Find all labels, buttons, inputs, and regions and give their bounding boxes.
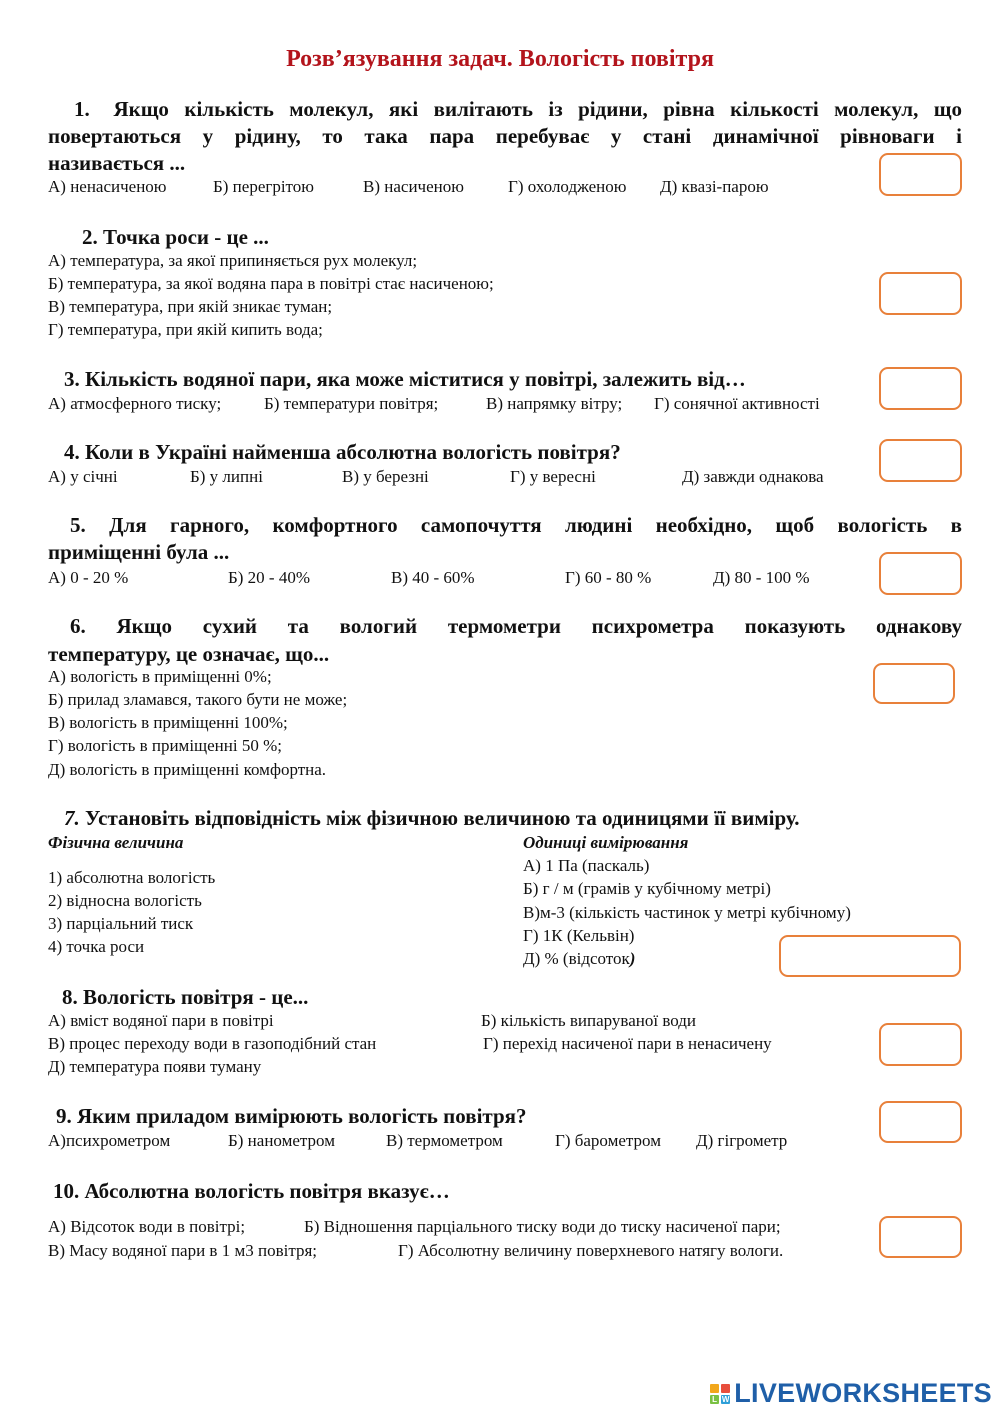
question-1-line-2-block [48, 124, 962, 149]
q7-right-item-e-tail: ) [629, 949, 636, 968]
logo-square-1 [710, 1384, 719, 1393]
q1-option-d: Г) охолодженою [508, 177, 627, 196]
answer-box-5[interactable] [879, 552, 962, 595]
q8-option-a: А) вміст водяної пари в повітрі [48, 1011, 274, 1030]
question-6-line-2: температуру, це означає, що... [48, 642, 330, 666]
answer-box-3[interactable] [879, 367, 962, 410]
question-10: 10. Абсолютна вологість повітря вказує… [53, 1179, 450, 1203]
q9-option-c: В) термометром [386, 1131, 503, 1150]
q8-option-e: Д) температура появи туману [48, 1057, 262, 1076]
q2-option-d: Г) температура, при якій кипить вода; [48, 320, 323, 339]
q5-option-b: Б) 20 - 40% [228, 568, 310, 587]
question-1-number: 1. [74, 97, 90, 121]
q3-option-b: Б) температури повітря; [264, 394, 439, 413]
question-9: 9. Яким приладом вимірюють вологість повітря? [56, 1104, 527, 1128]
question-6-number: 6. [70, 614, 86, 638]
question-5 [48, 513, 962, 538]
question-6-line-1: Якщо сухий та вологий термометри психрометра показують однакову [116, 614, 962, 638]
q8-option-b: Б) кількість випаруваної води [481, 1011, 696, 1030]
q8-option-c: В) процес переходу води в газоподібний стан [48, 1034, 377, 1053]
logo-icon [710, 1384, 730, 1404]
q4-option-a: А) у січні [48, 467, 118, 486]
q9-option-d: Г) барометром [555, 1131, 661, 1150]
q7-left-item-4: 4) точка роси [48, 937, 145, 956]
q7-right-item-a: А) 1 Па (паскаль) [523, 856, 650, 875]
q2-option-a: А) температура, за якої припиняється рух молекул; [48, 251, 418, 270]
q5-option-a: А) 0 - 20 % [48, 568, 129, 587]
q5-option-d: Г) 60 - 80 % [565, 568, 652, 587]
q6-option-b: Б) прилад зламався, такого бути не може; [48, 690, 348, 709]
q10-option-c: В) Масу водяної пари в 1 м3 повітря; [48, 1241, 317, 1260]
q9-option-e: Д) гігрометр [696, 1131, 788, 1150]
question-3: 3. Кількість водяної пари, яка може міститися у повітрі, залежить від… [64, 367, 746, 391]
question-2: 2. Точка роси - це ... [82, 225, 269, 249]
q10-option-d: Г) Абсолютну величину поверхневого натягу вологи. [398, 1241, 784, 1260]
q7-left-item-3: 3) парціальний тиск [48, 914, 194, 933]
question-1-line-3: називається ... [48, 151, 186, 175]
question-6 [48, 614, 962, 639]
question-7-text: Установіть відповідність між фізичною величиною та одиницями її виміру. [85, 806, 800, 830]
q2-option-b: Б) температура, за якої водяна пара в повітрі стає насиченою; [48, 274, 494, 293]
q3-option-d: Г) сонячної активності [654, 394, 820, 413]
q2-option-c: В) температура, при якій зникає туман; [48, 297, 333, 316]
question-7-number: 7. [64, 806, 80, 830]
q4-option-c: В) у березні [342, 467, 429, 486]
q4-option-e: Д) завжди однакова [682, 467, 824, 486]
question-5-line-1: Для гарного, комфортного самопочуття людині необхідно, щоб вологість в [109, 513, 963, 537]
q7-right-item-e [523, 949, 635, 969]
q7-right-item-b: Б) г / м (грамів у кубічному метрі) [523, 879, 771, 898]
liveworksheets-logo [710, 1378, 992, 1409]
answer-box-6[interactable] [873, 663, 955, 704]
answer-box-7[interactable] [779, 935, 961, 977]
answer-box-2[interactable] [879, 272, 962, 315]
q1-option-b: Б) перегрітою [213, 177, 314, 196]
answer-box-4[interactable] [879, 439, 962, 482]
q7-right-item-d: Г) 1К (Кельвін) [523, 926, 635, 945]
q4-option-d: Г) у вересні [510, 467, 596, 486]
q1-option-c: В) насиченою [363, 177, 464, 196]
q7-left-header: Фізична величина [48, 833, 184, 852]
worksheet-title: Розв’язування задач. Вологість повітря [286, 46, 714, 72]
question-8: 8. Вологість повітря - це... [62, 985, 309, 1009]
answer-box-8[interactable] [879, 1023, 962, 1066]
answer-box-10[interactable] [879, 1216, 962, 1258]
answer-box-9[interactable] [879, 1101, 962, 1143]
q7-left-item-1: 1) абсолютна вологість [48, 868, 216, 887]
logo-square-2 [721, 1384, 730, 1393]
question-1-line-2: повертаються у рідину, то така пара перебуває у стані динамічної рівноваги і [48, 124, 962, 148]
question-7 [64, 806, 800, 831]
q1-option-a: А) ненасиченою [48, 177, 167, 196]
question-5-line-2: приміщенні була ... [48, 540, 230, 564]
question-5-number: 5. [70, 513, 86, 537]
question-1 [48, 97, 962, 122]
logo-letter-w: W [721, 1394, 730, 1404]
q6-option-a: А) вологість в приміщенні 0%; [48, 667, 272, 686]
q10-option-a: А) Відсоток води в повітрі; [48, 1217, 246, 1236]
q6-option-c: В) вологість в приміщенні 100%; [48, 713, 288, 732]
answer-box-1[interactable] [879, 153, 962, 196]
q5-option-e: Д) 80 - 100 % [713, 568, 810, 587]
q8-option-d: Г) перехід насиченої пари в ненасичену [483, 1034, 772, 1053]
q1-option-e: Д) квазі-парою [660, 177, 769, 196]
q6-option-d: Г) вологість в приміщенні 50 %; [48, 736, 282, 755]
question-1-line-1: Якщо кількість молекул, які вилітають із рідини, рівна кількості молекул, що [113, 97, 962, 121]
q7-left-item-2: 2) відносна вологість [48, 891, 202, 910]
q6-option-e: Д) вологість в приміщенні комфортна. [48, 760, 327, 779]
q9-option-a: А)психрометром [48, 1131, 171, 1150]
q4-option-b: Б) у липні [190, 467, 263, 486]
q3-option-a: А) атмосферного тиску; [48, 394, 222, 413]
q5-option-c: В) 40 - 60% [391, 568, 475, 587]
logo-text: LIVEWORKSHEETS [734, 1378, 992, 1408]
logo-letter-l: L [712, 1394, 718, 1404]
q7-right-header: Одиниці вимірювання [523, 833, 689, 852]
q7-right-item-e-text: Д) % (відсоток [523, 949, 630, 968]
q9-option-b: Б) нанометром [228, 1131, 335, 1150]
q10-option-b: Б) Відношення парціального тиску води до тиску насиченої пари; [304, 1217, 781, 1236]
q3-option-c: В) напрямку вітру; [486, 394, 623, 413]
question-4: 4. Коли в Україні найменша абсолютна вологість повітря? [64, 440, 621, 464]
q7-right-item-c: В)м-3 (кількість частинок у метрі кубічному) [523, 903, 851, 922]
